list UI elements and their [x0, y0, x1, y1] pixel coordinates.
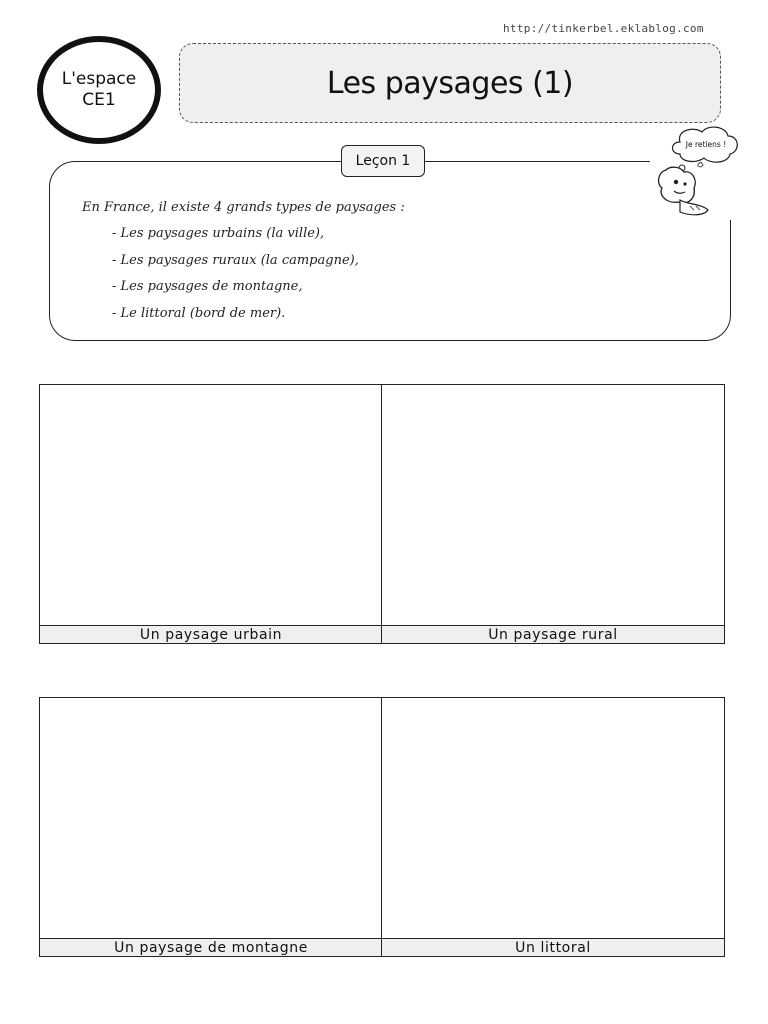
- frame-caption: Un littoral: [382, 938, 724, 956]
- picture-area[interactable]: [382, 385, 724, 626]
- section-badge: [37, 36, 161, 144]
- mascot-icon: [650, 124, 742, 220]
- lesson-tab: Leçon 1: [341, 145, 425, 177]
- lesson-item: - Les paysages de montagne,: [112, 279, 359, 306]
- badge-line-2: CE1: [82, 90, 116, 110]
- lesson-intro: En France, il existe 4 grands types de paysages :: [82, 200, 405, 215]
- lesson-item: - Les paysages ruraux (la campagne),: [112, 253, 359, 280]
- frame-caption: Un paysage rural: [382, 625, 724, 643]
- badge-line-1: L'espace: [61, 69, 137, 89]
- frame-caption: Un paysage de montagne: [40, 938, 382, 956]
- picture-frame-coast: [381, 697, 725, 957]
- lesson-item: - Les paysages urbains (la ville),: [112, 226, 359, 253]
- frame-caption: Un paysage urbain: [40, 625, 382, 643]
- site-url: http://tinkerbel.eklablog.com: [503, 22, 704, 35]
- picture-frame-mountain: [39, 697, 383, 957]
- speech-bubble-text: Je retiens !: [685, 140, 727, 149]
- picture-area[interactable]: [382, 698, 724, 939]
- picture-frame-urban: [39, 384, 383, 644]
- lesson-item: - Le littoral (bord de mer).: [112, 306, 359, 333]
- mascot-illustration: [650, 124, 742, 220]
- picture-frame-rural: [381, 384, 725, 644]
- title-banner: [179, 43, 721, 123]
- lesson-list: [112, 226, 359, 332]
- picture-area[interactable]: [40, 698, 382, 939]
- page-title: Les paysages (1): [326, 65, 574, 101]
- picture-area[interactable]: [40, 385, 382, 626]
